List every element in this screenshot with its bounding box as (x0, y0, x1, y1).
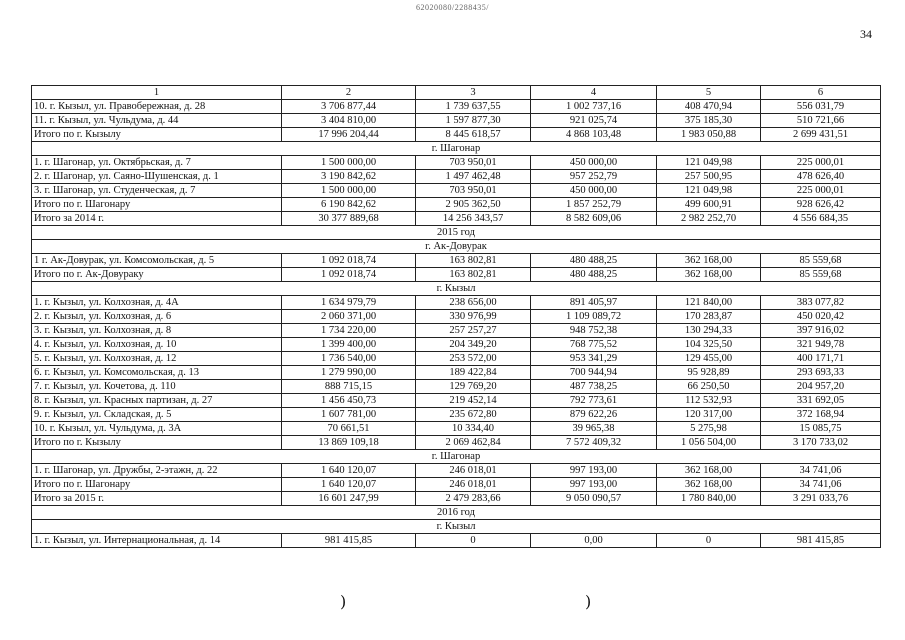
amount-cell: 13 869 109,18 (282, 436, 416, 450)
table-row (32, 422, 881, 436)
amount-cell: 362 168,00 (657, 254, 761, 268)
amount-cell: 17 996 204,44 (282, 128, 416, 142)
amount-cell: 1 640 120,07 (282, 464, 416, 478)
table-row (32, 366, 881, 380)
amount-cell: 981 415,85 (761, 534, 881, 548)
column-number: 3 (416, 86, 531, 100)
address-cell: Итого по г. Кызылу (32, 128, 282, 142)
table-row (32, 338, 881, 352)
section-header-row (32, 226, 881, 240)
address-cell: 5. г. Кызыл, ул. Колхозная, д. 12 (32, 352, 282, 366)
column-number-row (32, 86, 881, 100)
table-row (32, 254, 881, 268)
amount-cell: 8 445 618,57 (416, 128, 531, 142)
amount-cell: 3 404 810,00 (282, 114, 416, 128)
amount-cell: 30 377 889,68 (282, 212, 416, 226)
section-header-row (32, 240, 881, 254)
page-number: 34 (860, 27, 872, 41)
address-cell: 6. г. Кызыл, ул. Комсомольская, д. 13 (32, 366, 282, 380)
amount-cell: 383 077,82 (761, 296, 881, 310)
amount-cell: 1 500 000,00 (282, 156, 416, 170)
amount-cell: 556 031,79 (761, 100, 881, 114)
section-header-row (32, 506, 881, 520)
address-cell: Итого по г. Кызылу (32, 436, 282, 450)
amount-cell: 0,00 (531, 534, 657, 548)
amount-cell: 703 950,01 (416, 156, 531, 170)
amount-cell: 10 334,40 (416, 422, 531, 436)
column-number: 4 (531, 86, 657, 100)
section-header-row (32, 520, 881, 534)
amount-cell: 362 168,00 (657, 268, 761, 282)
amount-cell: 163 802,81 (416, 254, 531, 268)
amount-cell: 891 405,97 (531, 296, 657, 310)
amount-cell: 1 607 781,00 (282, 408, 416, 422)
amount-cell: 121 049,98 (657, 184, 761, 198)
section-header-row (32, 282, 881, 296)
address-cell: 9. г. Кызыл, ул. Складская, д. 5 (32, 408, 282, 422)
section-title: г. Кызыл (32, 282, 881, 296)
amount-cell: 121 049,98 (657, 156, 761, 170)
address-cell: Итого по г. Шагонару (32, 478, 282, 492)
address-cell: Итого по г. Шагонару (32, 198, 282, 212)
amount-cell: 372 168,94 (761, 408, 881, 422)
section-title: 2016 год (32, 506, 881, 520)
amount-cell: 1 640 120,07 (282, 478, 416, 492)
amount-cell: 238 656,00 (416, 296, 531, 310)
amount-cell: 1 634 979,79 (282, 296, 416, 310)
address-cell: 11. г. Кызыл, ул. Чульдума, д. 44 (32, 114, 282, 128)
amount-cell: 129 455,00 (657, 352, 761, 366)
amount-cell: 2 479 283,66 (416, 492, 531, 506)
amount-cell: 997 193,00 (531, 478, 657, 492)
amount-cell: 66 250,50 (657, 380, 761, 394)
amount-cell: 792 773,61 (531, 394, 657, 408)
amount-cell: 981 415,85 (282, 534, 416, 548)
amount-cell: 189 422,84 (416, 366, 531, 380)
amount-cell: 246 018,01 (416, 478, 531, 492)
handwritten-mark: ) (585, 592, 592, 611)
address-cell: 3. г. Шагонар, ул. Студенческая, д. 7 (32, 184, 282, 198)
table-row (32, 170, 881, 184)
amount-cell: 129 769,20 (416, 380, 531, 394)
amount-cell: 34 741,06 (761, 478, 881, 492)
address-cell: 2. г. Кызыл, ул. Колхозная, д. 6 (32, 310, 282, 324)
amount-cell: 4 556 684,35 (761, 212, 881, 226)
amount-cell: 953 341,29 (531, 352, 657, 366)
amount-cell: 2 905 362,50 (416, 198, 531, 212)
amount-cell: 957 252,79 (531, 170, 657, 184)
amount-cell: 331 692,05 (761, 394, 881, 408)
address-cell: 10. г. Кызыл, ул. Правобережная, д. 28 (32, 100, 282, 114)
amount-cell: 95 928,89 (657, 366, 761, 380)
address-cell: 1. г. Кызыл, ул. Интернациональная, д. 14 (32, 534, 282, 548)
amount-cell: 450 000,00 (531, 156, 657, 170)
table-row (32, 114, 881, 128)
address-cell: 1. г. Кызыл, ул. Колхозная, д. 4А (32, 296, 282, 310)
amount-cell: 408 470,94 (657, 100, 761, 114)
amount-cell: 225 000,01 (761, 184, 881, 198)
amount-cell: 879 622,26 (531, 408, 657, 422)
amount-cell: 450 020,42 (761, 310, 881, 324)
amount-cell: 1 736 540,00 (282, 352, 416, 366)
amount-cell: 4 868 103,48 (531, 128, 657, 142)
table-row (32, 324, 881, 338)
amount-cell: 120 317,00 (657, 408, 761, 422)
amount-cell: 997 193,00 (531, 464, 657, 478)
section-title: г. Кызыл (32, 520, 881, 534)
amount-cell: 1 092 018,74 (282, 254, 416, 268)
amount-cell: 1 500 000,00 (282, 184, 416, 198)
amount-cell: 928 626,42 (761, 198, 881, 212)
amount-cell: 85 559,68 (761, 268, 881, 282)
amount-cell: 1 734 220,00 (282, 324, 416, 338)
table-row (32, 100, 881, 114)
amount-cell: 16 601 247,99 (282, 492, 416, 506)
amount-cell: 5 275,98 (657, 422, 761, 436)
amount-cell: 2 982 252,70 (657, 212, 761, 226)
table-row (32, 198, 881, 212)
document-code: 62020080/2288435/ (416, 3, 489, 12)
address-cell: 10. г. Кызыл, ул. Чульдума, д. 3А (32, 422, 282, 436)
table-row (32, 380, 881, 394)
amount-cell: 375 185,30 (657, 114, 761, 128)
amount-cell: 1 002 737,16 (531, 100, 657, 114)
amount-cell: 703 950,01 (416, 184, 531, 198)
table-row (32, 212, 881, 226)
table-row (32, 492, 881, 506)
section-title: г. Шагонар (32, 142, 881, 156)
handwritten-mark: ) (340, 592, 347, 611)
amount-cell: 104 325,50 (657, 338, 761, 352)
amount-cell: 1 497 462,48 (416, 170, 531, 184)
amount-cell: 888 715,15 (282, 380, 416, 394)
address-cell: Итого по г. Ак-Довураку (32, 268, 282, 282)
amount-cell: 8 582 609,06 (531, 212, 657, 226)
table-row (32, 184, 881, 198)
amount-cell: 948 752,38 (531, 324, 657, 338)
amount-cell: 170 283,87 (657, 310, 761, 324)
address-cell: 3. г. Кызыл, ул. Колхозная, д. 8 (32, 324, 282, 338)
section-title: г. Шагонар (32, 450, 881, 464)
amount-cell: 1 597 877,30 (416, 114, 531, 128)
address-cell: Итого за 2014 г. (32, 212, 282, 226)
amount-cell: 112 532,93 (657, 394, 761, 408)
address-cell: 1. г. Шагонар, ул. Дружбы, 2-этажн, д. 22 (32, 464, 282, 478)
amount-cell: 1 456 450,73 (282, 394, 416, 408)
amount-cell: 257 257,27 (416, 324, 531, 338)
amount-cell: 121 840,00 (657, 296, 761, 310)
amount-cell: 225 000,01 (761, 156, 881, 170)
amount-cell: 246 018,01 (416, 464, 531, 478)
address-cell: 1 г. Ак-Довурак, ул. Комсомольская, д. 5 (32, 254, 282, 268)
amount-cell: 499 600,91 (657, 198, 761, 212)
amount-cell: 362 168,00 (657, 478, 761, 492)
address-cell: Итого за 2015 г. (32, 492, 282, 506)
amount-cell: 3 170 733,02 (761, 436, 881, 450)
amount-cell: 3 706 877,44 (282, 100, 416, 114)
amount-cell: 397 916,02 (761, 324, 881, 338)
table-row (32, 268, 881, 282)
column-number: 2 (282, 86, 416, 100)
amount-cell: 293 693,33 (761, 366, 881, 380)
address-cell: 1. г. Шагонар, ул. Октябрьская, д. 7 (32, 156, 282, 170)
section-title: г. Ак-Довурак (32, 240, 881, 254)
amount-cell: 2 069 462,84 (416, 436, 531, 450)
amount-cell: 3 190 842,62 (282, 170, 416, 184)
table-row (32, 156, 881, 170)
table-row (32, 464, 881, 478)
amount-cell: 163 802,81 (416, 268, 531, 282)
column-number: 5 (657, 86, 761, 100)
amount-cell: 14 256 343,57 (416, 212, 531, 226)
amount-cell: 700 944,94 (531, 366, 657, 380)
table-row (32, 128, 881, 142)
address-cell: 4. г. Кызыл, ул. Колхозная, д. 10 (32, 338, 282, 352)
amount-cell: 253 572,00 (416, 352, 531, 366)
amount-cell: 85 559,68 (761, 254, 881, 268)
amount-cell: 9 050 090,57 (531, 492, 657, 506)
amount-cell: 3 291 033,76 (761, 492, 881, 506)
amount-cell: 34 741,06 (761, 464, 881, 478)
column-number: 6 (761, 86, 881, 100)
amount-cell: 321 949,78 (761, 338, 881, 352)
amount-cell: 219 452,14 (416, 394, 531, 408)
amount-cell: 1 983 050,88 (657, 128, 761, 142)
table-row (32, 408, 881, 422)
address-cell: 7. г. Кызыл, ул. Кочетова, д. 110 (32, 380, 282, 394)
table-row (32, 394, 881, 408)
table-row (32, 310, 881, 324)
address-cell: 8. г. Кызыл, ул. Красных партизан, д. 27 (32, 394, 282, 408)
amount-cell: 400 171,71 (761, 352, 881, 366)
amount-cell: 1 056 504,00 (657, 436, 761, 450)
amount-cell: 450 000,00 (531, 184, 657, 198)
amount-cell: 0 (657, 534, 761, 548)
amount-cell: 330 976,99 (416, 310, 531, 324)
amount-cell: 257 500,95 (657, 170, 761, 184)
amount-cell: 510 721,66 (761, 114, 881, 128)
amount-cell: 768 775,52 (531, 338, 657, 352)
table-row (32, 478, 881, 492)
amount-cell: 478 626,40 (761, 170, 881, 184)
table-row (32, 436, 881, 450)
amount-cell: 130 294,33 (657, 324, 761, 338)
amount-cell: 15 085,75 (761, 422, 881, 436)
amount-cell: 7 572 409,32 (531, 436, 657, 450)
amount-cell: 204 957,20 (761, 380, 881, 394)
amount-cell: 480 488,25 (531, 268, 657, 282)
table-row (32, 352, 881, 366)
amount-cell: 1 399 400,00 (282, 338, 416, 352)
section-header-row (32, 142, 881, 156)
amount-cell: 1 109 089,72 (531, 310, 657, 324)
amount-cell: 39 965,38 (531, 422, 657, 436)
amount-cell: 1 780 840,00 (657, 492, 761, 506)
amount-cell: 362 168,00 (657, 464, 761, 478)
amount-cell: 487 738,25 (531, 380, 657, 394)
amount-cell: 0 (416, 534, 531, 548)
amount-cell: 480 488,25 (531, 254, 657, 268)
amount-cell: 235 672,80 (416, 408, 531, 422)
amount-cell: 2 060 371,00 (282, 310, 416, 324)
amount-cell: 2 699 431,51 (761, 128, 881, 142)
amount-cell: 1 857 252,79 (531, 198, 657, 212)
table-row (32, 296, 881, 310)
section-header-row (32, 450, 881, 464)
amount-cell: 1 739 637,55 (416, 100, 531, 114)
table-row (32, 534, 881, 548)
amount-cell: 1 279 990,00 (282, 366, 416, 380)
address-cell: 2. г. Шагонар, ул. Саяно-Шушенская, д. 1 (32, 170, 282, 184)
column-number: 1 (32, 86, 282, 100)
amount-cell: 6 190 842,62 (282, 198, 416, 212)
amount-cell: 204 349,20 (416, 338, 531, 352)
amount-cell: 70 661,51 (282, 422, 416, 436)
amount-cell: 921 025,74 (531, 114, 657, 128)
section-title: 2015 год (32, 226, 881, 240)
financing-table (31, 85, 881, 548)
amount-cell: 1 092 018,74 (282, 268, 416, 282)
